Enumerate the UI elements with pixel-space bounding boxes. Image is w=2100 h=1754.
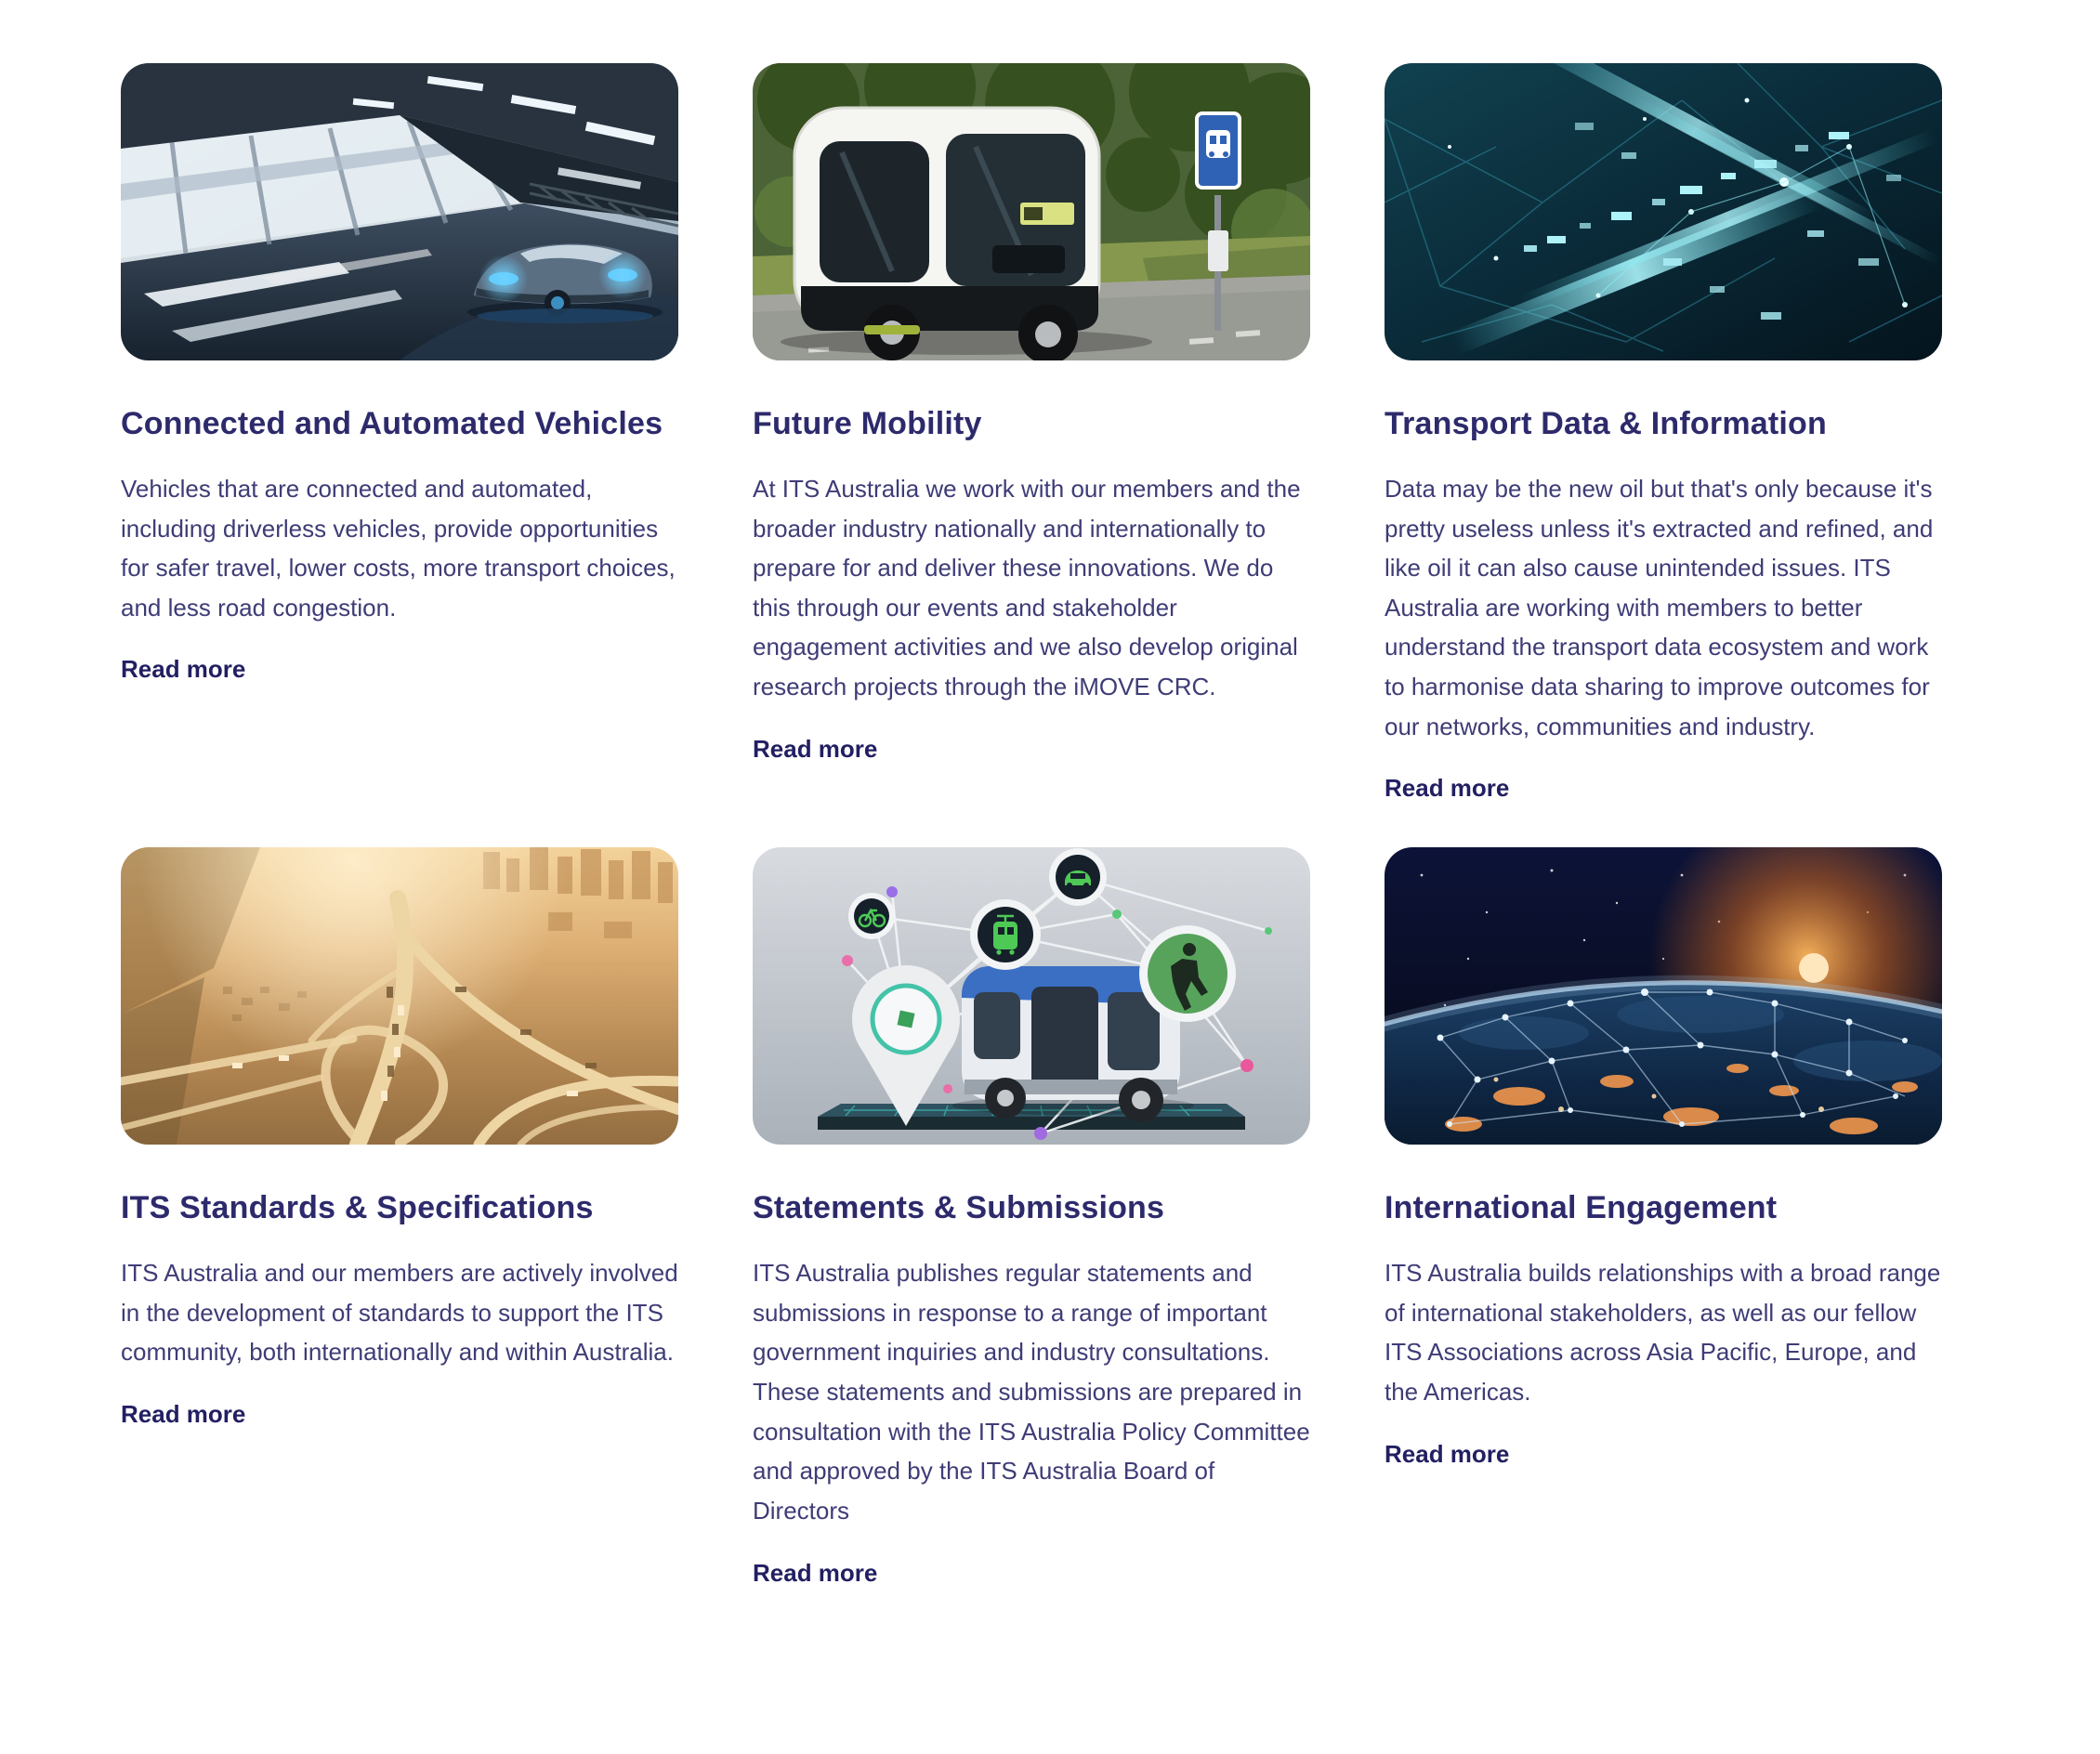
autonomous-shuttle-image xyxy=(753,63,1310,360)
read-more-link[interactable]: Read more xyxy=(121,1400,246,1428)
card-title: Future Mobility xyxy=(753,406,982,441)
card-title: Connected and Automated Vehicles xyxy=(121,406,663,441)
topics-grid xyxy=(121,63,1961,1588)
topic-card-its-standards-specifications xyxy=(121,847,678,1429)
card-image-link-future-mobility[interactable] xyxy=(753,63,1310,360)
topic-card-connected-automated-vehicles xyxy=(121,63,678,684)
futuristic-car xyxy=(467,243,663,323)
digital-data-network-image xyxy=(1385,63,1942,360)
card-description: ITS Australia and our members are actively involved in the development of standards to support the ITS community, both internationally and within Australia. xyxy=(121,1259,678,1367)
connected-shuttle-render-image xyxy=(753,847,1310,1145)
card-image-link-statements-submissions[interactable] xyxy=(753,847,1310,1145)
car-icon xyxy=(1049,848,1107,906)
card-image-link-transport-data-information[interactable] xyxy=(1385,63,1942,360)
read-more-link[interactable]: Read more xyxy=(753,734,878,763)
read-more-link[interactable]: Read more xyxy=(1385,1439,1510,1468)
card-description: At ITS Australia we work with our members and the broader industry nationally and internationally to prepare for and deliver these innovations. We do this through our events and stakeholder engagement activities and we also develop original research projects through the iMOVE CRC. xyxy=(753,474,1301,700)
card-title: International Engagement xyxy=(1385,1190,1778,1226)
read-more-link[interactable]: Read more xyxy=(1385,774,1510,803)
read-more-link[interactable]: Read more xyxy=(753,1558,878,1587)
easymile-shuttle xyxy=(794,108,1099,360)
card-title: ITS Standards & Specifications xyxy=(121,1190,594,1226)
topic-card-statements-submissions xyxy=(753,847,1310,1587)
card-title: Statements & Submissions xyxy=(753,1190,1165,1226)
card-image-link-international-engagement[interactable] xyxy=(1385,847,1942,1145)
card-description: ITS Australia builds relationships with a broad range of international stakeholders, as well as our fellow ITS Associations across Asia Pacific, Europe, and the Americas. xyxy=(1385,1259,1941,1406)
topic-card-future-mobility xyxy=(753,63,1310,764)
global-network-earth-image xyxy=(1385,847,1942,1145)
card-description: Vehicles that are connected and automated, including driverless vehicles, provide opportunities for safer travel, lower costs, more transport choices, and less road congestion. xyxy=(121,474,676,622)
card-title: Transport Data & Information xyxy=(1385,406,1827,441)
bike-icon xyxy=(848,893,895,939)
topic-card-international-engagement xyxy=(1385,847,1942,1468)
futuristic-car-tunnel-image xyxy=(121,63,678,360)
card-image-link-its-standards-specifications[interactable] xyxy=(121,847,678,1145)
topic-card-transport-data-information xyxy=(1385,63,1942,803)
card-description: ITS Australia publishes regular statements and submissions in response to a range of important government inquiries and industry consultations. These statements and submissions are prepared in consultation with the ITS Australia Policy Committee and approved by the ITS Australia Board of Directors xyxy=(753,1259,1310,1525)
pedestrian-icon xyxy=(1139,925,1236,1022)
card-description: Data may be the new oil but that's only because it's pretty useless unless it's extracted and refined, and like oil it can also cause unintended issues. ITS Australia are working with members to better understand the transport data ecosystem and work to harmonise data sharing to improve outcomes for our networks, communities and industry. xyxy=(1385,474,1934,740)
tram-icon xyxy=(970,899,1041,970)
card-image-link-connected-automated-vehicles[interactable] xyxy=(121,63,678,360)
highway-interchange-image xyxy=(121,847,678,1145)
read-more-link[interactable]: Read more xyxy=(121,655,246,684)
